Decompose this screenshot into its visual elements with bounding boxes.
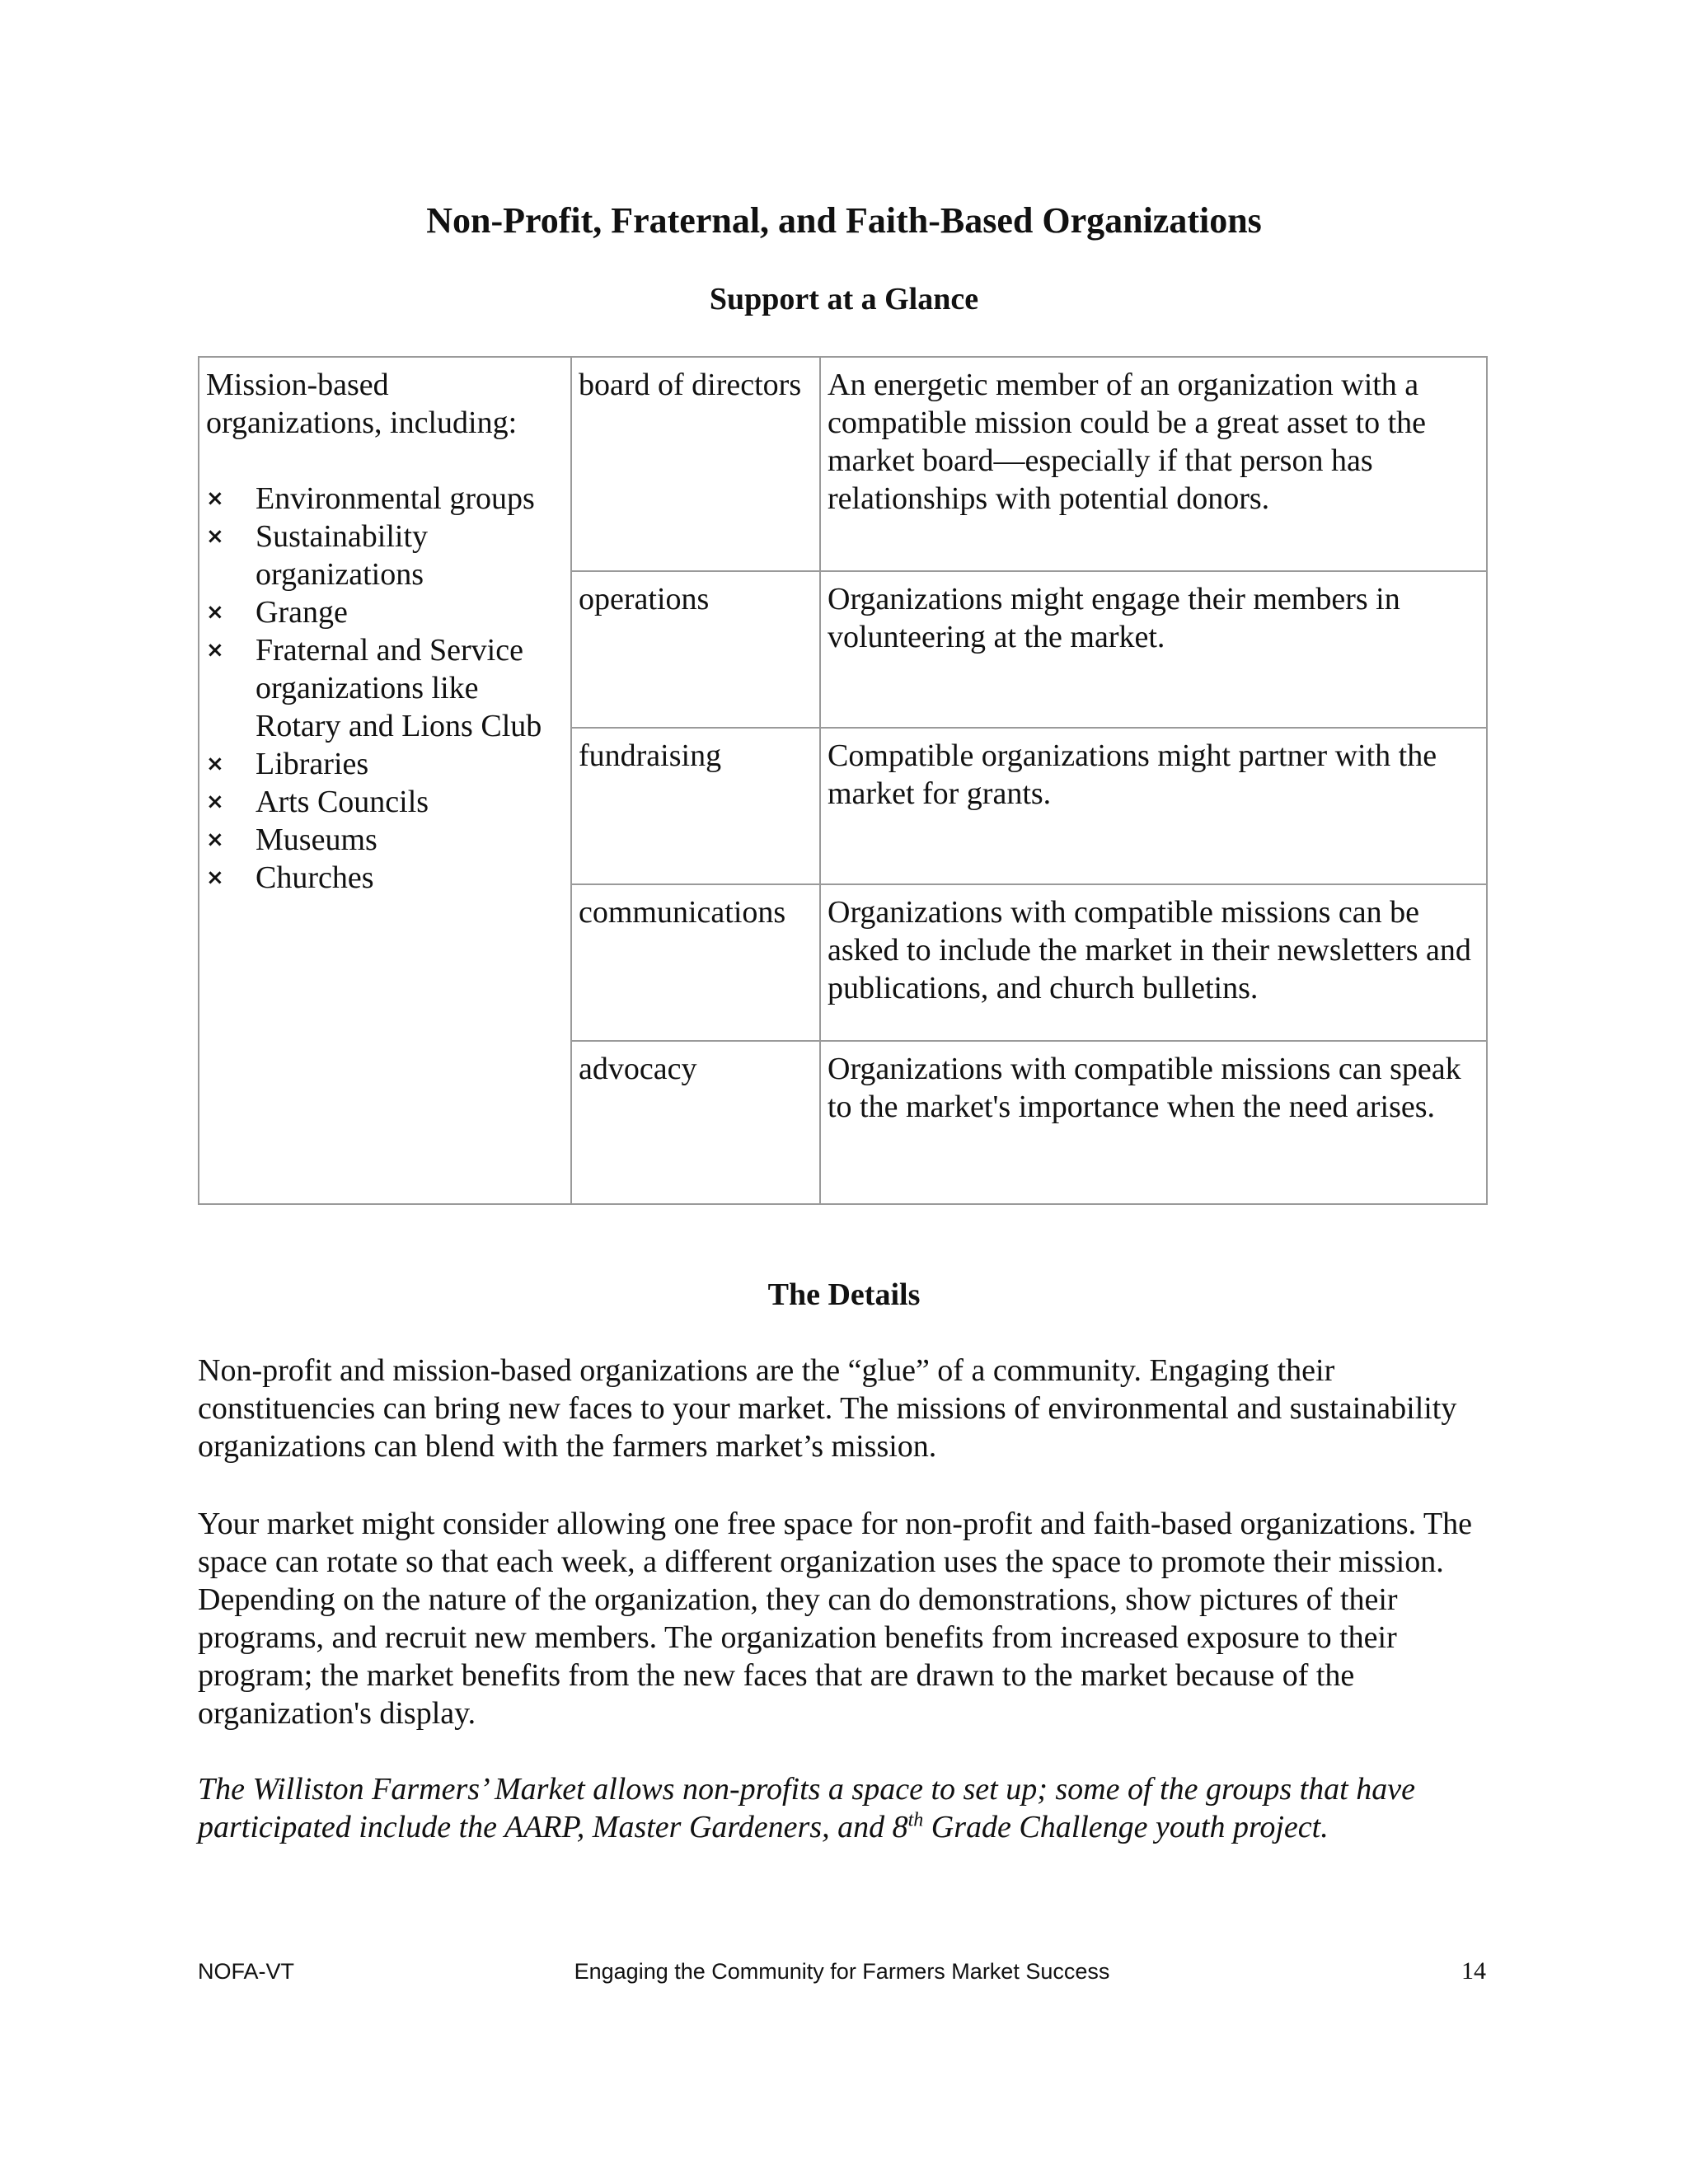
ordinal-suffix: th [907,1809,924,1831]
page-title: Non-Profit, Fraternal, and Faith-Based Organizations [426,200,1262,241]
support-table [198,356,1488,1205]
x-bullet-icon: × [206,600,224,625]
list-item [206,593,564,631]
page-number: 14 [1461,1957,1486,1985]
x-bullet-icon: × [206,524,224,549]
details-paragraph: Non-profit and mission-based organizations are the “glue” of a community. Engaging their constituencies can bring new faces to your market. The missions of environmental and sustainability organizations can blend with the farmers market’s mission. [198,1353,1457,1464]
footer-document-title: Engaging the Community for Farmers Market Success [574,1959,1110,1984]
support-description: An energetic member of an organization with a compatible mission could be a great asset to the market board—especially if that person has relationships with potential donors. [820,357,1487,571]
support-description: Organizations might engage their members in volunteering at the market. [820,571,1487,728]
list-item [206,859,564,897]
support-description: Organizations with compatible missions can be asked to include the market in their newsletters and publications, and church bulletins. [820,884,1487,1041]
x-bullet-icon: × [206,827,224,852]
details-paragraph: Your market might consider allowing one free space for non-profit and faith-based organizations. The space can rotate so that each week, a different organization uses the space to promote their mission. Depending on the nature of the organization, they can do demonstrations, show pictures of their programs, and recruit new members. The organization benefits from increased exposure to their program; the market benefits from the new faces that are drawn to the market because of the organization's display. [198,1507,1472,1731]
support-description: Compatible organizations might partner with the market for grants. [820,728,1487,884]
example-paragraph [198,1770,1492,1846]
example-text-end: Grade Challenge youth project. [923,1810,1329,1844]
support-area: communications [571,884,820,1041]
organization-type: Environmental groups [256,481,535,516]
table-row [199,357,1487,571]
organizations-cell [199,357,571,1204]
section-subtitle: Support at a Glance [709,282,979,316]
list-item [206,631,564,745]
list-item [206,783,564,821]
x-bullet-icon: × [206,486,224,511]
x-bullet-icon: × [206,638,224,663]
list-item [206,480,564,518]
x-bullet-icon: × [206,752,224,776]
support-area: board of directors [571,357,820,571]
list-item [206,821,564,859]
x-bullet-icon: × [206,865,224,890]
organizations-list [206,480,564,897]
organization-type: Arts Councils [256,785,429,819]
support-area: advocacy [571,1041,820,1204]
organizations-heading: Mission-based organizations, including: [206,368,518,440]
list-item [206,745,564,783]
support-description: Organizations with compatible missions can speak to the market's importance when the need arises. [820,1041,1487,1204]
organization-type: Churches [256,860,374,895]
page-footer [198,1955,1486,1988]
organization-type: Museums [256,823,377,857]
support-area: operations [571,571,820,728]
footer-organization: NOFA-VT [198,1959,295,1984]
example-text: The Williston Farmers’ Market allows non-profits a space to set up; some of the groups that have participated include the AARP, Master Gardeners, and 8 [198,1772,1415,1844]
organization-type: Fraternal and Service organizations like Rotary and Lions Club [256,633,542,743]
details-heading: The Details [767,1277,921,1312]
organization-type: Sustainability organizations [256,519,428,592]
organization-type: Grange [256,595,348,630]
x-bullet-icon: × [206,790,224,814]
organization-type: Libraries [256,747,369,781]
support-area: fundraising [571,728,820,884]
list-item [206,518,564,593]
